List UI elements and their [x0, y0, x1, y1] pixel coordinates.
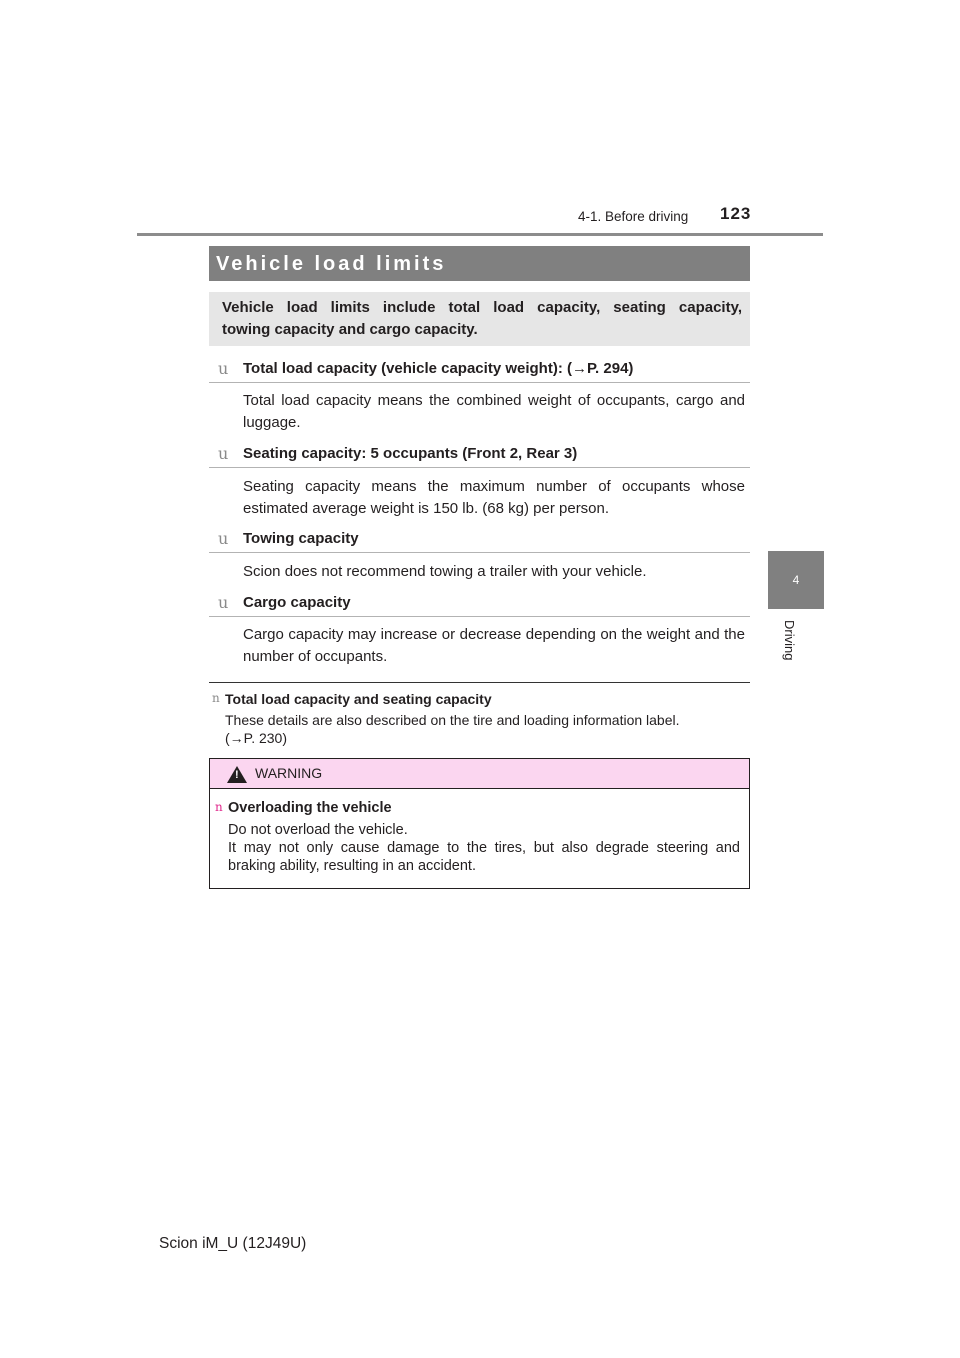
warning-title: Overloading the vehicle: [228, 800, 392, 816]
bullet-icon: u: [218, 529, 229, 548]
warning-bullet-icon: n: [215, 800, 223, 814]
item-heading-total-load: [209, 358, 750, 383]
warning-header: [210, 759, 749, 789]
intro-line-2: towing capacity and cargo capacity.: [222, 321, 478, 338]
warning-line-1: Do not overload the vehicle.: [228, 822, 408, 838]
section-label: 4-1. Before driving: [578, 209, 689, 224]
chapter-name: Driving: [782, 620, 797, 661]
item-heading-towing: [209, 528, 750, 553]
page-title: Vehicle load limits: [216, 253, 447, 275]
bullet-icon: u: [218, 444, 229, 463]
warning-body: [228, 821, 740, 875]
bullet-icon: u: [218, 359, 229, 378]
footer-model-code: Scion iM_U (12J49U): [159, 1235, 307, 1252]
header-rule: [137, 233, 823, 236]
item-body-total-load: Total load capacity means the combined weight of occupants, cargo and luggage.: [243, 392, 745, 431]
item-heading-cargo: [209, 592, 750, 617]
item-body-cargo: Cargo capacity may increase or decrease depending on the weight and the number of occupants.: [243, 626, 745, 665]
note-bullet-icon: n: [212, 691, 220, 705]
intro-line-1: Vehicle load limits include total load capacity, seating capacity,: [222, 299, 742, 316]
intro-box: [209, 292, 750, 346]
item-title: Seating capacity: 5 occupants (Front 2, Rear 3): [243, 445, 578, 462]
item-body-seating: Seating capacity means the maximum number of occupants whose estimated average weight is 150 lb. (68 kg) per person.: [243, 478, 745, 517]
intro-text: [222, 297, 742, 341]
note-body: [225, 711, 746, 747]
item-title: Total load capacity (vehicle capacity weight): (→P. 294): [243, 360, 634, 377]
item-heading-seating: [209, 443, 750, 468]
item-body-towing: Scion does not recommend towing a trailer with your vehicle.: [243, 563, 647, 580]
warning-label: WARNING: [255, 765, 323, 781]
content-divider: [209, 682, 750, 683]
note-line-2[interactable]: (→P. 230): [225, 730, 287, 746]
item-title: Cargo capacity: [243, 594, 351, 611]
page-number: 123: [720, 204, 752, 223]
warning-box: [209, 758, 750, 889]
chapter-tab[interactable]: 4: [768, 551, 824, 609]
note-line-1: These details are also described on the tire and loading information label.: [225, 712, 680, 728]
warning-line-2: It may not only cause damage to the tires, but also degrade steering and braking ability, resulting in an accident.: [228, 840, 740, 874]
warning-triangle-icon: [227, 766, 247, 783]
note-title: Total load capacity and seating capacity: [225, 691, 492, 707]
bullet-icon: u: [218, 593, 229, 612]
item-title: Towing capacity: [243, 530, 359, 547]
